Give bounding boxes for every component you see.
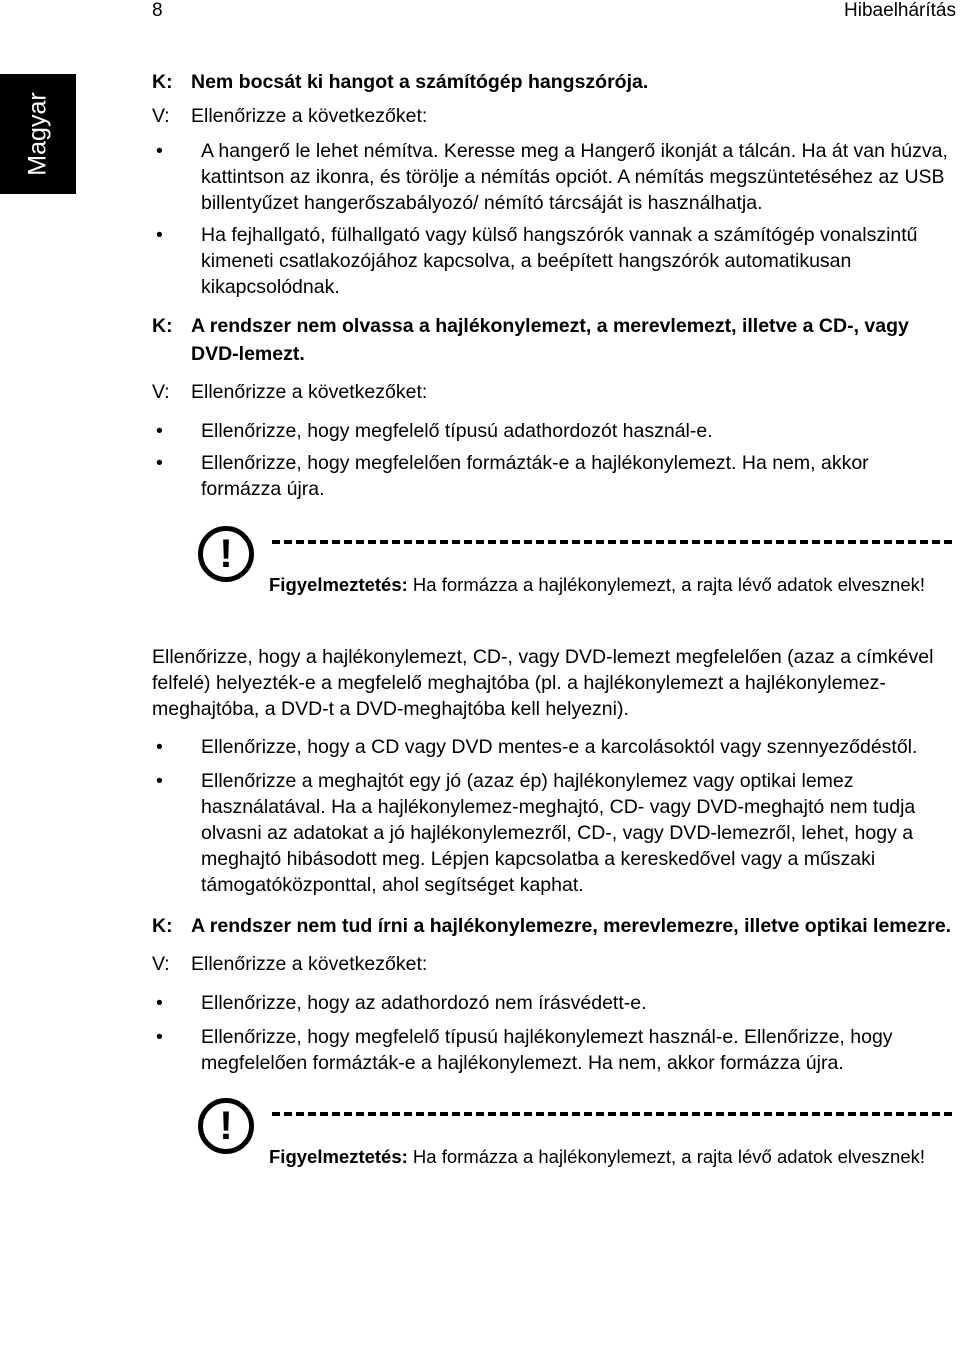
warning-label: Figyelmeztetés: <box>269 574 408 595</box>
list-item: • Ellenőrizze, hogy a CD vagy DVD mentes-e a karcolásoktól vagy szennyeződéstől. <box>152 734 952 760</box>
list-item: • Ellenőrizze a meghajtót egy jó (azaz ép) hajlékonylemez vagy optikai lemez használatával. Ha a hajlékonylemez-meghajtó, CD- vagy DVD-meghajtó nem tudja olvasni az adatokat a jó hajlékonylemezről, CD-, vagy DVD-lemezről, lehet, hogy a meghajtó hibásodott meg. Lépjen kapcsolatba a kereskedővel vagy a műszaki támogatóközponttal, ahol segítséget kaphat. <box>152 768 952 898</box>
question-text: A rendszer nem olvassa a hajlékonylemezt, a merevlemezt, illetve a CD-, vagy DVD-lemezt. <box>191 315 909 365</box>
warning-message: Ha formázza a hajlékonylemezt, a rajta lévő adatok elvesznek! <box>407 1146 926 1167</box>
list-item: • Ellenőrizze, hogy megfelelően formázták-e a hajlékonylemezt. Ha nem, akkor formázza újra. <box>152 450 952 502</box>
question-text: A rendszer nem tud írni a hajlékonylemezre, merevlemezre, illetve optikai lemezre. <box>191 915 952 937</box>
warning-text <box>269 572 949 598</box>
answer-text: Ellenőrizze a következőket: <box>191 953 428 975</box>
bullet-list <box>152 990 952 1076</box>
question-key: K: <box>152 315 173 337</box>
bullet-list <box>152 418 952 502</box>
list-item: • Ha fejhallgató, fülhallgató vagy külső hangszórók vannak a számítógép vonalszintű kimeneti csatlakozójához kapcsolva, a beépített hangszórók automatikusan kikapcsolódnak. <box>152 222 952 300</box>
list-item: • Ellenőrizze, hogy megfelelő típusú hajlékonylemezt használ-e. Ellenőrizze, hogy megfelelően formázták-e a hajlékonylemezt. Ha nem, akkor formázza újra. <box>152 1024 952 1076</box>
answer-key: V: <box>152 381 170 403</box>
answer-key: V: <box>152 953 170 975</box>
page-number: 8 <box>152 0 163 21</box>
list-item: • Ellenőrizze, hogy megfelelő típusú adathordozót használ-e. <box>152 418 952 444</box>
exclamation-circle-icon: ! <box>198 526 254 582</box>
question-2 <box>152 312 952 368</box>
question-key: K: <box>152 71 173 93</box>
answer-2 <box>152 378 952 406</box>
warning-box <box>152 526 952 622</box>
warning-box <box>152 1098 952 1194</box>
page-content <box>152 68 952 1194</box>
question-1 <box>152 68 952 96</box>
language-tab-label: Magyar <box>23 92 52 176</box>
answer-3 <box>152 950 952 978</box>
bullet-list <box>152 734 952 898</box>
chapter-title: Hibaelhárítás <box>844 0 956 21</box>
dashed-divider <box>272 1112 952 1116</box>
list-item: • Ellenőrizze, hogy az adathordozó nem írásvédett-e. <box>152 990 952 1016</box>
question-text: Nem bocsát ki hangot a számítógép hangszórója. <box>191 71 649 93</box>
exclamation-circle-icon: ! <box>198 1098 254 1154</box>
answer-1 <box>152 102 952 130</box>
answer-text: Ellenőrizze a következőket: <box>191 105 428 127</box>
warning-label: Figyelmeztetés: <box>269 1146 408 1167</box>
warning-text <box>269 1144 949 1170</box>
answer-text: Ellenőrizze a következőket: <box>191 381 428 403</box>
warning-message: Ha formázza a hajlékonylemezt, a rajta lévő adatok elvesznek! <box>407 574 926 595</box>
question-key: K: <box>152 915 173 937</box>
paragraph: Ellenőrizze, hogy a hajlékonylemezt, CD-, vagy DVD-lemezt megfelelően (azaz a címkével felfelé) helyezték-e a megfelelő meghajtóba (pl. a hajlékonylemezt a hajlékonylemez-meghajtóba, a DVD-t a DVD-meghajtóba kell helyezni). <box>152 646 934 720</box>
bullet-list <box>152 138 952 300</box>
list-item: • A hangerő le lehet némítva. Keresse meg a Hangerő ikonját a tálcán. Ha át van húzva, kattintson az ikonra, és törölje a némítás opciót. A némítás megszüntetéséhez az USB billentyűzet hangerőszabályozó/ némító tárcsáját is használhatja. <box>152 138 952 216</box>
answer-key: V: <box>152 105 170 127</box>
language-tab <box>0 74 76 194</box>
dashed-divider <box>272 540 952 544</box>
question-3 <box>152 912 952 940</box>
